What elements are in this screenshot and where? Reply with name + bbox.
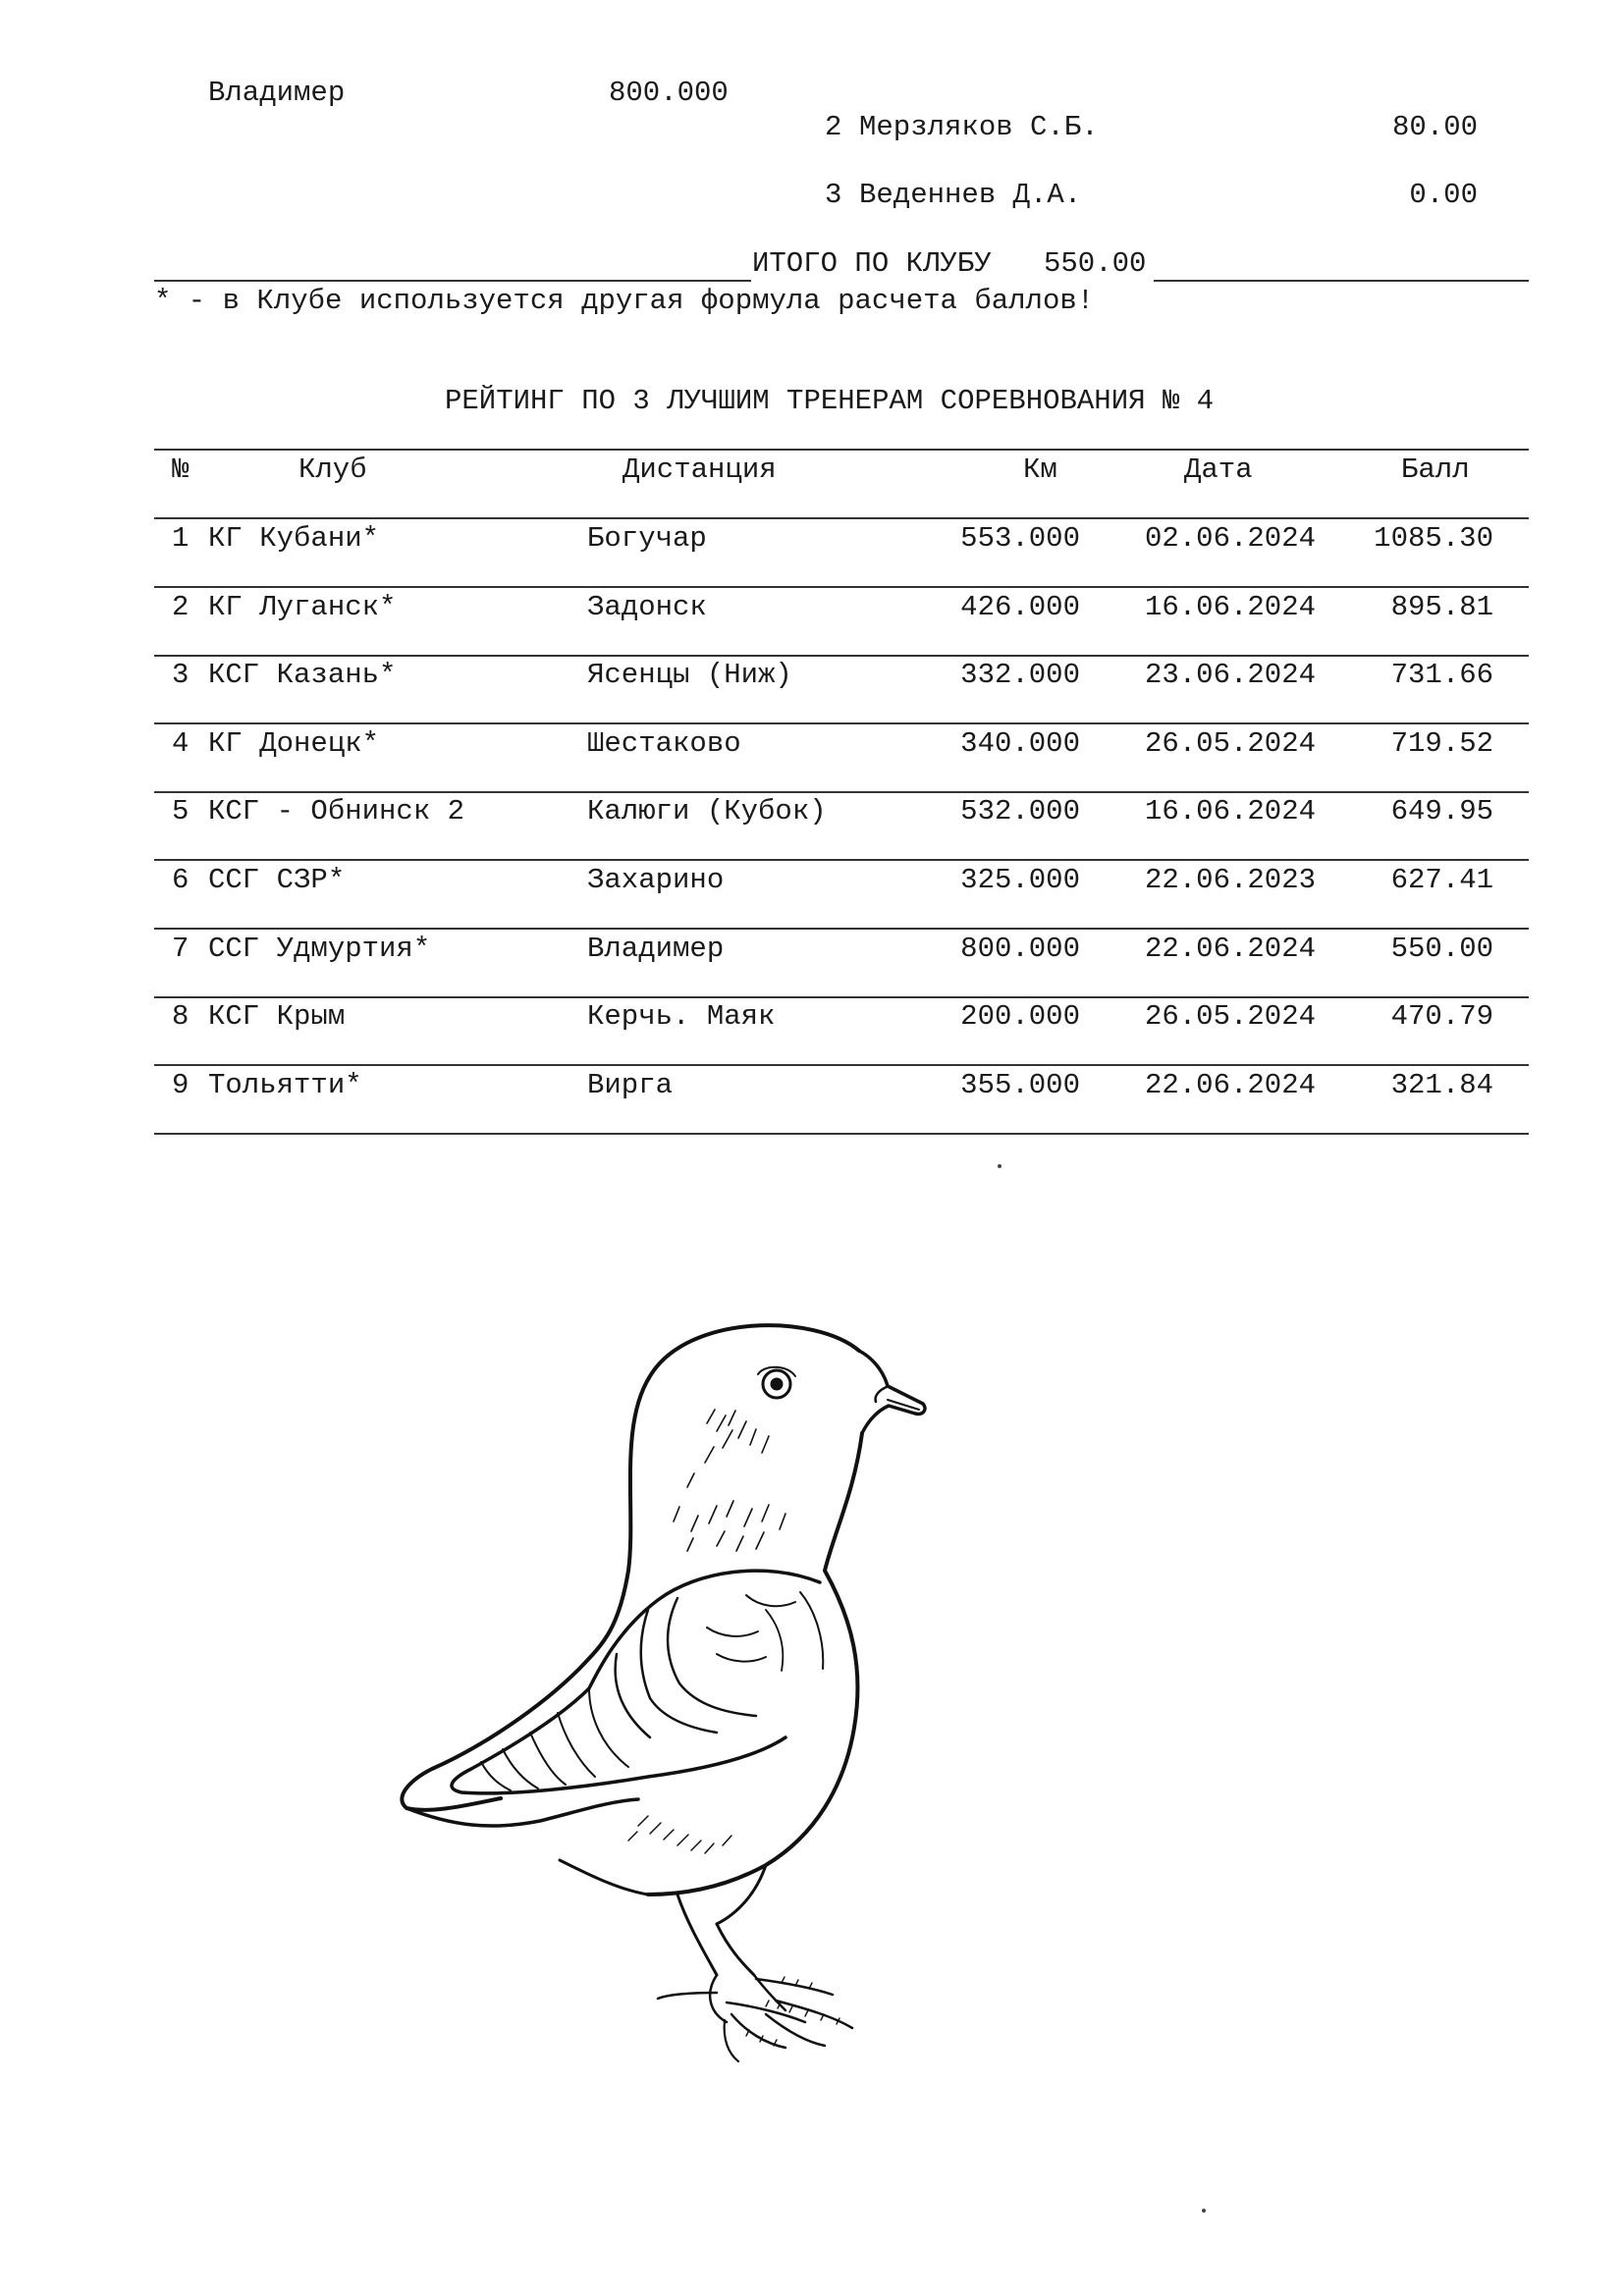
cell-club: ССГ СЗР*	[208, 864, 346, 896]
cell-score: 470.79	[1390, 1000, 1493, 1033]
distance-name: Владимер	[208, 77, 346, 109]
table-rule	[154, 586, 1529, 588]
cell-club: КСГ - Обнинск 2	[208, 795, 465, 828]
cell-club: КГ Донецк*	[208, 727, 380, 760]
cell-distance: Калюги (Кубок)	[587, 795, 827, 828]
cell-score: 731.66	[1390, 659, 1493, 691]
trainer-no: 2	[825, 111, 842, 143]
cell-distance: Богучар	[587, 522, 707, 555]
table-rule	[154, 928, 1529, 930]
table-rule	[154, 859, 1529, 861]
cell-no: 2	[172, 591, 189, 623]
trainer-score: 0.00	[1409, 179, 1478, 211]
total-rule-right	[1154, 280, 1529, 282]
cell-date: 02.06.2024	[1144, 522, 1316, 555]
cell-score: 627.41	[1390, 864, 1493, 896]
cell-km: 426.000	[960, 591, 1080, 623]
cell-km: 553.000	[960, 522, 1080, 555]
club-total-value: 550.00	[1044, 247, 1147, 280]
table-rule	[154, 996, 1529, 998]
cell-distance: Шестаково	[587, 727, 741, 760]
cell-club: КГ Кубани*	[208, 522, 380, 555]
cell-date: 26.05.2024	[1144, 1000, 1316, 1033]
header-club: Клуб	[298, 454, 367, 486]
cell-distance: Ясенцы (Ниж)	[587, 659, 792, 691]
trainer-name: Мерзляков С.Б.	[859, 111, 1099, 143]
header-date: Дата	[1184, 454, 1253, 486]
cell-no: 9	[172, 1069, 189, 1101]
header-km: Км	[1023, 454, 1057, 486]
cell-distance: Керчь. Маяк	[587, 1000, 776, 1033]
trainer-no: 3	[825, 179, 842, 211]
cell-km: 200.000	[960, 1000, 1080, 1033]
cell-km: 325.000	[960, 864, 1080, 896]
speck	[1202, 2209, 1206, 2213]
club-total-label: ИТОГО ПО КЛУБУ	[752, 247, 992, 280]
cell-km: 532.000	[960, 795, 1080, 828]
cell-distance: Захарино	[587, 864, 725, 896]
cell-date: 16.06.2024	[1144, 591, 1316, 623]
cell-club: КСГ Казань*	[208, 659, 397, 691]
cell-distance: Задонск	[587, 591, 707, 623]
header-no: №	[172, 454, 189, 486]
cell-score: 550.00	[1390, 933, 1493, 965]
cell-no: 4	[172, 727, 189, 760]
cell-no: 7	[172, 933, 189, 965]
cell-date: 22.06.2023	[1144, 864, 1316, 896]
table-rule	[154, 655, 1529, 657]
cell-score: 719.52	[1390, 727, 1493, 760]
cell-club: КГ Луганск*	[208, 591, 397, 623]
cell-date: 22.06.2024	[1144, 933, 1316, 965]
cell-club: Тольятти*	[208, 1069, 362, 1101]
speck	[998, 1164, 1001, 1168]
rating-title: РЕЙТИНГ ПО 3 ЛУЧШИМ ТРЕНЕРАМ СОРЕВНОВАНИЯ № 4	[445, 385, 1215, 417]
cell-no: 8	[172, 1000, 189, 1033]
cell-club: ССГ Удмуртия*	[208, 933, 431, 965]
cell-club: КСГ Крым	[208, 1000, 346, 1033]
cell-km: 800.000	[960, 933, 1080, 965]
cell-date: 22.06.2024	[1144, 1069, 1316, 1101]
table-rule	[154, 517, 1529, 519]
cell-no: 1	[172, 522, 189, 555]
cell-km: 340.000	[960, 727, 1080, 760]
pigeon-icon	[393, 1315, 1001, 2140]
cell-distance: Владимер	[587, 933, 725, 965]
cell-score: 895.81	[1390, 591, 1493, 623]
total-rule-left	[154, 280, 751, 282]
cell-km: 355.000	[960, 1069, 1080, 1101]
table-rule	[154, 1133, 1529, 1135]
cell-date: 16.06.2024	[1144, 795, 1316, 828]
trainer-name: Веденнев Д.А.	[859, 179, 1082, 211]
table-rule	[154, 722, 1529, 724]
cell-score: 649.95	[1390, 795, 1493, 828]
cell-score: 321.84	[1390, 1069, 1493, 1101]
cell-no: 6	[172, 864, 189, 896]
cell-date: 26.05.2024	[1144, 727, 1316, 760]
cell-no: 3	[172, 659, 189, 691]
cell-date: 23.06.2024	[1144, 659, 1316, 691]
cell-no: 5	[172, 795, 189, 828]
table-rule	[154, 449, 1529, 451]
table-rule	[154, 791, 1529, 793]
footnote: * - в Клубе используется другая формула расчета баллов!	[154, 285, 1095, 317]
header-score: Балл	[1401, 454, 1470, 486]
cell-score: 1085.30	[1374, 522, 1493, 555]
header-distance: Дистанция	[623, 454, 777, 486]
trainer-score: 80.00	[1391, 111, 1478, 143]
distance-km: 800.000	[609, 77, 729, 109]
cell-km: 332.000	[960, 659, 1080, 691]
cell-distance: Вирга	[587, 1069, 674, 1101]
table-rule	[154, 1064, 1529, 1066]
